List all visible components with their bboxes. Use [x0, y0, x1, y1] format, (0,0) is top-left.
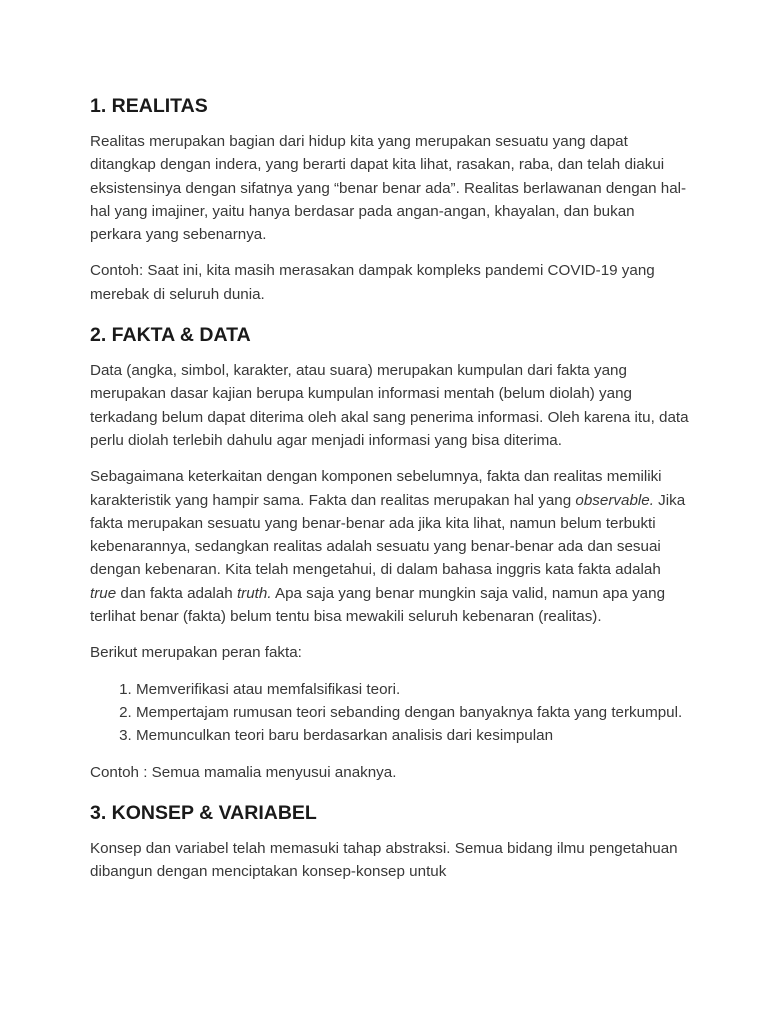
text-segment: Sebagaimana keterkaitan dengan komponen sebelumnya, fakta dan realitas memiliki karakteristik yang hampir sama. Fakta dan realitas merupakan hal yang: [90, 468, 662, 509]
text-segment: dan fakta adalah: [116, 584, 237, 602]
section-heading-konsep-variabel: 3. KONSEP & VARIABEL: [90, 801, 317, 824]
list-item: 2. Mempertajam rumusan teori sebanding dengan banyaknya fakta yang terkumpul.: [136, 701, 690, 724]
peran-fakta-list: [90, 678, 690, 748]
paragraph-realitas-example: Contoh: Saat ini, kita masih merasakan dampak kompleks pandemi COVID-19 yang merebak di seluruh dunia.: [90, 262, 655, 303]
text-segment: Apa saja yang benar mungkin saja valid, namun apa yang terlihat benar (fakta) belum tentu bisa mewakili seluruh kebenaran (realitas).: [90, 584, 666, 626]
list-item: 1. Memverifikasi atau memfalsifikasi teori.: [136, 678, 690, 701]
italic-term-truth: truth.: [236, 584, 272, 602]
section-heading-fakta-data: 2. FAKTA & DATA: [90, 324, 251, 347]
paragraph-konsep-variabel: Konsep dan variabel telah memasuki tahap abstraksi. Semua bidang ilmu pengetahuan dibangun dengan menciptakan konsep-konsep untuk: [90, 839, 678, 881]
list-item: 3. Memunculkan teori baru berdasarkan analisis dari kesimpulan: [136, 724, 690, 747]
italic-term-observable: observable.: [575, 491, 654, 509]
paragraph-data-definition: Data (angka, simbol, karakter, atau suara) merupakan kumpulan dari fakta yang merupakan dasar kajian berupa kumpulan informasi mentah (belum diolah) yang terkadang belum dapat diterima oleh akal sang penerima informasi. Oleh karena itu, data perlu diolah terlebih dahulu agar menjadi informasi yang bisa diterima.: [90, 362, 689, 449]
text-segment: Jika fakta merupakan sesuatu yang benar-benar ada jika kita lihat, namun belum terbukti kebenarannya, sedangkan realitas adalah sesuatu yang benar-benar ada dan sesuai dengan kebenaran. Kita telah mengetahui, di dalam bahasa inggris kata fakta adalah: [90, 491, 686, 579]
section-heading-realitas: 1. REALITAS: [90, 95, 208, 117]
paragraph-fakta-realitas: [90, 465, 690, 628]
italic-term-true: true: [90, 584, 117, 602]
paragraph-peran-fakta-intro: Berikut merupakan peran fakta:: [90, 644, 302, 662]
document-page: [90, 93, 690, 883]
paragraph-realitas-definition: Realitas merupakan bagian dari hidup kita yang merupakan sesuatu yang dapat ditangkap dengan indera, yang berarti dapat kita lihat, rasakan, raba, dan telah diakui eksistensinya dengan sifatnya yang “benar benar ada”. Realitas berlawanan dengan hal-hal yang imajiner, yaitu hanya berdasar pada angan-angan, khayalan, dan bukan perkara yang sebenarnya.: [90, 133, 687, 244]
paragraph-fakta-example: Contoh : Semua mamalia menyusui anaknya.: [90, 763, 397, 781]
